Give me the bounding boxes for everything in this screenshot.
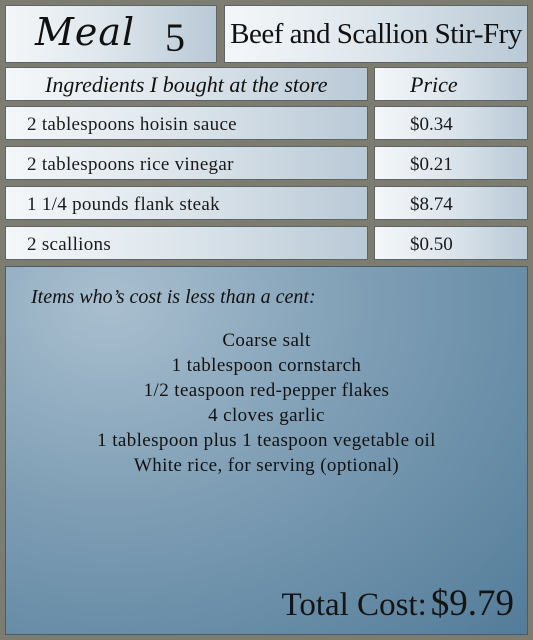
- total-cost-value: $9.79: [430, 583, 514, 624]
- ingredient-price: $0.34: [410, 114, 453, 135]
- ingredient-price: $0.50: [410, 234, 453, 255]
- cheap-items-label: Items who’s cost is less than a cent:: [31, 286, 316, 308]
- table-row-price: [374, 186, 528, 220]
- ingredient-name: 2 tablespoons hoisin sauce: [27, 114, 237, 135]
- table-row-item: [5, 226, 368, 260]
- column-header-ingredients: [5, 67, 368, 101]
- table-row-item: [5, 146, 368, 180]
- ingredient-price: $8.74: [410, 194, 453, 215]
- cheap-items-panel: [5, 266, 528, 635]
- column-header-price: [374, 67, 528, 101]
- list-item: Coarse salt: [222, 330, 311, 351]
- list-item: 1/2 teaspoon red-pepper flakes: [143, 380, 390, 401]
- table-row-price: [374, 226, 528, 260]
- column-header-price-label: Price: [410, 72, 458, 97]
- ingredient-price: $0.21: [410, 154, 453, 175]
- ingredient-name: 2 tablespoons rice vinegar: [27, 154, 234, 175]
- total-cost-label: Total Cost:: [281, 587, 427, 623]
- dish-title-box: [224, 5, 528, 63]
- list-item: 4 cloves garlic: [208, 405, 325, 426]
- dish-title: Beef and Scallion Stir-Fry: [230, 18, 522, 50]
- total-cost: [281, 582, 514, 625]
- list-item: 1 tablespoon plus 1 teaspoon vegetable oil: [97, 430, 436, 451]
- list-item: 1 tablespoon cornstarch: [171, 355, 362, 376]
- meal-number-box: [5, 5, 217, 63]
- meal-label: Meal: [35, 10, 136, 54]
- list-item: White rice, for serving (optional): [133, 455, 400, 476]
- table-row-item: [5, 106, 368, 140]
- table-row-price: [374, 146, 528, 180]
- column-header-ingredients-label: Ingredients I bought at the store: [45, 72, 328, 97]
- ingredient-name: 2 scallions: [27, 234, 112, 255]
- table-row-price: [374, 106, 528, 140]
- cheap-items-list: [5, 328, 528, 478]
- ingredient-name: 1 1/4 pounds flank steak: [27, 194, 220, 215]
- table-row-item: [5, 186, 368, 220]
- meal-number: 5: [165, 15, 185, 60]
